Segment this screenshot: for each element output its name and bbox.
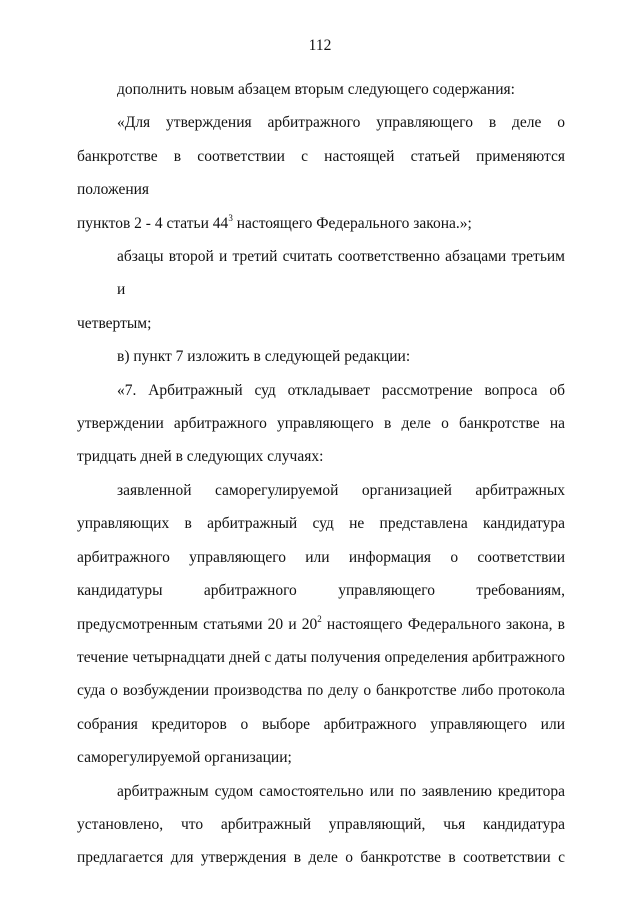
- paragraph-line: утверждении арбитражного управляющего в деле о банкротстве на: [77, 415, 565, 433]
- superscript: 3: [228, 212, 233, 223]
- paragraph-line: арбитражного управляющего или информация о соответствии: [77, 548, 565, 566]
- paragraph-line: [77, 207, 565, 240]
- superscript: 2: [317, 613, 322, 624]
- paragraph-line: кандидатуры арбитражного управляющего требованиям,: [77, 582, 565, 600]
- text-fragment: настоящего Федерального закона, в: [321, 615, 565, 633]
- document-body: [77, 73, 565, 875]
- paragraph-line: абзацы второй и третий считать соответственно абзацами третьим и: [117, 248, 565, 299]
- paragraph-line: четвертым;: [77, 314, 152, 332]
- paragraph-line: заявленной саморегулируемой организацией арбитражных: [117, 481, 565, 499]
- paragraph-line: собрания кредиторов о выборе арбитражного управляющего или: [77, 715, 565, 733]
- paragraph-line: предлагается для утверждения в деле о банкротстве в соответствии с: [77, 849, 565, 867]
- text-fragment: настоящего Федерального закона.»;: [232, 214, 472, 232]
- paragraph-line: управляющих в арбитражный суд не представлена кандидатура: [77, 515, 565, 533]
- page-number: 112: [308, 37, 332, 54]
- paragraph-line: арбитражным судом самостоятельно или по заявлению кредитора: [117, 782, 565, 800]
- text-fragment: предусмотренным статьями 20 и 20: [77, 615, 318, 633]
- paragraph-line: установлено, что арбитражный управляющий, чья кандидатура: [77, 815, 565, 833]
- paragraph-line: [77, 608, 565, 641]
- paragraph-line: «7. Арбитражный суд откладывает рассмотрение вопроса об: [117, 381, 565, 399]
- paragraph-line: банкротстве в соответствии с настоящей статьей применяются положения: [77, 147, 565, 199]
- paragraph-line: в) пункт 7 изложить в следующей редакции:: [117, 348, 411, 366]
- paragraph-line: «Для утверждения арбитражного управляющего в деле о: [117, 114, 565, 132]
- paragraph-line: дополнить новым абзацем вторым следующего содержания:: [117, 81, 515, 98]
- paragraph-line: тридцать дней в следующих случаях:: [77, 448, 324, 466]
- paragraph-line: течение четырнадцати дней с даты получения определения арбитражного: [77, 648, 565, 666]
- text-fragment: пунктов 2 - 4 статьи 44: [77, 214, 229, 232]
- paragraph-line: саморегулируемой организации;: [77, 749, 292, 767]
- paragraph-line: суда о возбуждении производства по делу о банкротстве либо протокола: [77, 682, 565, 700]
